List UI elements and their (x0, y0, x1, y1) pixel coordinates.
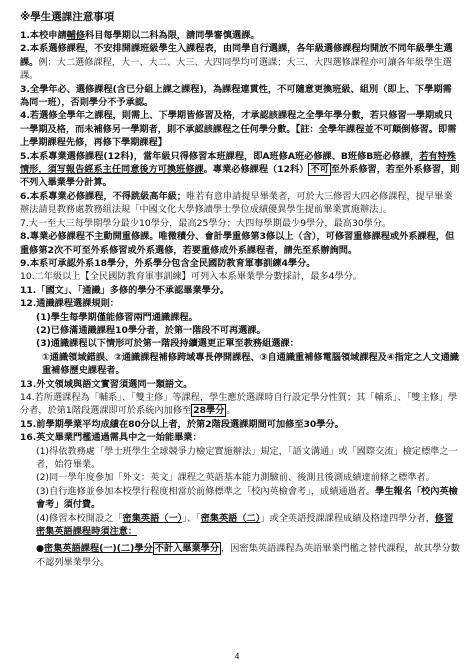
list-item (20, 418, 460, 431)
list-item (20, 391, 460, 418)
item-text: (1)學生每學期僅能修習兩門通識課程。 (36, 311, 198, 323)
list-subitem (20, 512, 460, 539)
list-item (20, 190, 460, 217)
list-subitem (20, 311, 460, 324)
item-boxed: 不計入畢業學分 (154, 543, 220, 555)
list-item (20, 217, 460, 230)
list-item (20, 150, 460, 190)
item-underlined: 若有特殊情形，須写報告經系主任同意後方可換班修課 (20, 150, 456, 176)
item-text: ，因密集英語課程為英語畢業門檻之替代課程，故其學分數不認列畢業學分。 (36, 543, 460, 568)
list-item (20, 378, 460, 391)
item-text: 7.大一至大三每學期學分最少10學分，最高25學分；大四每學期最少9學分，最高30學分。 (20, 217, 392, 229)
item-underlined: 修習密集英語課程時須注意： (36, 512, 454, 538)
item-underlined: 密集英語課程(一)(二)學分 (44, 543, 153, 555)
page-number: 4 (234, 652, 240, 661)
list-subitem (20, 485, 460, 512)
list-item (20, 230, 460, 257)
item-text: 至外系修習，若至外系修習，則不列入畢業學分計算。 (20, 164, 460, 189)
item-text: 。專業必修課程（12科） (203, 164, 309, 176)
item-underlined: 密集英語（一） (122, 512, 183, 524)
list-item (20, 109, 460, 149)
item-text: 10.二年級以上【全民國防教育軍事訓練】可列入本系畢業學分數採計，最多4學分。 (20, 271, 363, 283)
list-subitem (20, 445, 460, 472)
item-text: 1.本校申請 (20, 30, 67, 41)
item-text: (4)修習本校開設之「 (36, 512, 123, 524)
item-text: (3)通識課程以下情形可於第一階段持續選更正單至教務組選課： (36, 338, 299, 350)
list-item (20, 431, 460, 444)
list-item (20, 29, 460, 42)
list-item (20, 42, 460, 82)
list-item (20, 83, 460, 110)
item-boxed: 不可 (310, 164, 329, 176)
item-text: 16.英文畢業門檻通過需具中之一始能畢業： (20, 432, 202, 444)
item-text: 2.本系選修課程，不安排開課班級學生入課程表，由同學自行選課，各年級選修課程均開放不同年級學生選課。 (20, 43, 453, 68)
list-item (20, 257, 460, 270)
item-text: 4.若選修全學年之課程，則需上、下學期皆修習及格，才承認該課程之全學年學分數，若只修習一學期或只一學期及格，而未補修另一學期者，則不承認該課程之任何學分數。【註：全學年課程並不可顛倒修習。即需上學期課程先修，再修下學期課程】 (20, 110, 457, 149)
list-subitem (20, 471, 460, 484)
item-text: 6.本系專業必修課程，不得跳級高年級； (20, 190, 187, 202)
item-text: 11.「國文」、「通識」多修的學分不承認畢業學分。 (20, 284, 230, 296)
item-text: (1)得依教務處「學士班學生全球競爭力檢定實施辦法」規定，「語文溝通」或「國際交流」檢定標準之一者，始符畢業。 (36, 445, 458, 470)
list-item (20, 270, 460, 283)
list-subitem (20, 337, 460, 350)
item-text: 13.外文領域與語文實習須選同一類語文。 (20, 378, 193, 390)
item-text: 。 (226, 405, 236, 417)
item-text: 9.本系可承認外系18學分，外系學分包含全民國防教育軍事訓練4學分。 (20, 257, 316, 269)
item-boxed: 28學分 (193, 405, 225, 417)
item-text: 例：大二選修課程，大一、大二、大三、大四同學均可選課；大三、大四選修課程亦可讓各年級學生選課。 (20, 56, 452, 82)
item-underlined: 輔修 (66, 30, 86, 41)
item-text: 科目每學期以二科為限，請同學審慎選課。 (85, 30, 260, 41)
list-subitem (20, 324, 460, 337)
list-subitem (20, 351, 460, 378)
item-text: 學生報名「校內英檢會考」須付費。 (36, 485, 458, 511)
page-title: ※學生選課注意事項 (20, 11, 115, 23)
item-text: ①通識領域錯誤、②通識課程補修跨域專長停開課程、③自通識重補修電腦領域課程及④指定之人文通識重補修歷史課程者。 (42, 351, 459, 377)
item-text: (2)已修滿通識課程10學分者，於第一階段不可再選課。 (36, 324, 266, 336)
item-text: 」或全英語授課課程成績及格達四學分者， (260, 512, 435, 524)
list-item (20, 284, 460, 297)
item-text: 14.若所選課程為「輔系」、「雙主修」等課程，學生應於選課時自行設定學分性質；其「輔系」、「雙主修」學分者，於第1階段選課即可於系統內加修至 (20, 391, 458, 417)
bullet-icon: ● (36, 543, 45, 555)
item-text: 12.通識課程選課規則： (20, 298, 119, 310)
item-text: (3)自行進修並參加本校學行程度相當於前條標準之「校內英檢會考」，成績通過者。 (36, 485, 376, 497)
item-text: 8.專業必修課程不主動開重修課。唯微積分、會計學重修第3修以上（含），可修習重修課程或外系課程，但重修第2次不可至外系修習或外系選修，若要重修成外系課程者，請先至系辦詢問。 (20, 231, 455, 256)
note-paragraph (20, 542, 460, 569)
item-text: 唯若有意申請提早畢業者，可於大三修習大四必修課程，提早畢業辦法請見教務處教務組法規「中國文化大學修讀學士學位成績優異學生提前畢業實施辦法」。 (20, 190, 453, 216)
item-text: 15.前學期學業平均成績在80分以上者，於第2階段選課期間可加修至30學分。 (20, 418, 344, 430)
item-text: 5.本系專業選修課程(12科)，當年級只得修習本班課程，即A班修A班必修課、B班修B班必修課， (20, 150, 420, 162)
item-underlined: 密集英語（二） (200, 512, 261, 524)
list-item (20, 297, 460, 310)
item-text: 3.全學年必、選修課程(含已分組上課之課程)，為課程連貫性，不可隨意更換班級、組別（即上、下學期需為同一班），否則學分不予承認。 (20, 83, 452, 109)
item-text: (2)同一學年度參加「外文：英文」課程之英語基本能力測驗前、後測且後測成績達前條之標準者。 (36, 472, 435, 484)
item-text: 」、「 (182, 512, 201, 524)
